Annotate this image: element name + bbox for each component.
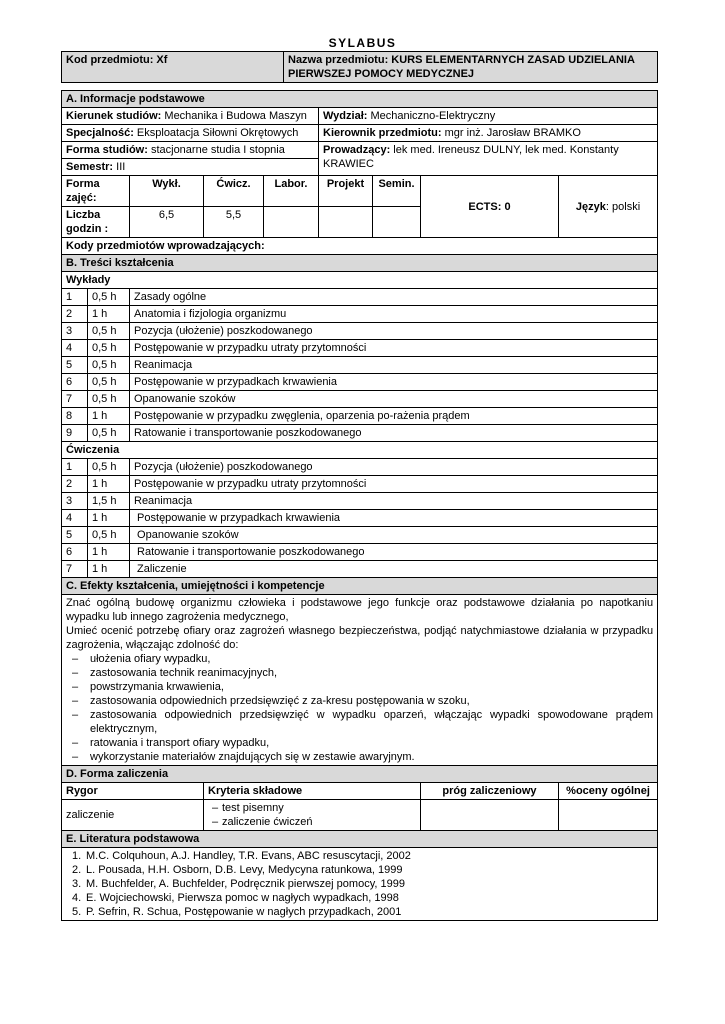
cwicz-label: Ćwicz. [204, 176, 264, 207]
literature-number: 3. [72, 878, 82, 890]
semestr-value: III [113, 161, 126, 173]
row-hours: 0,5 h [88, 391, 130, 408]
list-item: – ratowania i transport ofiary wypadku, [66, 736, 653, 750]
row-topic: Zasady ogólne [130, 289, 658, 306]
row-hours: 0,5 h [88, 357, 130, 374]
table-row [62, 544, 658, 561]
literature-text: P. Sefrin, R. Schua, Postępowanie w nagłych przypadkach, 2001 [86, 906, 402, 918]
section-e-heading: E. Literatura podstawowa [62, 831, 658, 848]
kierownik-label: Kierownik przedmiotu: [323, 127, 442, 139]
row-number: 4 [62, 340, 88, 357]
table-row [62, 340, 658, 357]
kierownik-cell [319, 125, 658, 142]
jezyk-value: : polski [605, 200, 641, 213]
table-row [62, 408, 658, 425]
table-row [62, 493, 658, 510]
forma-studiow-label: Forma studiów: [66, 144, 148, 156]
row-number: 5 [62, 357, 88, 374]
semestr-cell [62, 159, 319, 176]
list-item: – zastosowania odpowiednich przedsięwzięć w wypadku oparzeń, włączając wypadki spowodowane prądem elektrycznym, [66, 708, 653, 736]
prog-value [421, 800, 559, 831]
table-row [62, 357, 658, 374]
wykl-hours: 6,5 [130, 207, 204, 238]
kryteria-cell [204, 800, 421, 831]
row-hours: 0,5 h [88, 425, 130, 442]
specjalnosc-label: Specjalność: [66, 127, 134, 139]
table-row [62, 510, 658, 527]
semin-hours [373, 207, 421, 238]
kierunek-label: Kierunek studiów: [66, 110, 162, 122]
syllabus-table [61, 90, 658, 921]
row-hours: 1 h [88, 408, 130, 425]
literature-text: M.C. Colquhoun, A.J. Handley, T.R. Evans, ABC resuscytacji, 2002 [86, 850, 411, 862]
row-number: 1 [62, 459, 88, 476]
table-row [62, 306, 658, 323]
kryteria-item: – zaliczenie ćwiczeń [208, 815, 416, 829]
prowadzacy-value: lek med. Ireneusz DULNY, lek med. Konstanty KRAWIEC [323, 144, 619, 170]
row-number: 6 [62, 374, 88, 391]
row-topic: Pozycja (ułożenie) poszkodowanego [130, 459, 658, 476]
row-number: 3 [62, 493, 88, 510]
list-item: – zastosowania odpowiednich przedsięwzięć z za-kresu postępowania w szoku, [66, 694, 653, 708]
row-hours: 1 h [88, 561, 130, 578]
row-hours: 1 h [88, 476, 130, 493]
semin-label: Semin. [373, 176, 421, 207]
forma-studiow-cell [62, 142, 319, 159]
literature-number: 1. [72, 850, 82, 862]
specjalnosc-value: Eksploatacja Siłowni Okrętowych [133, 127, 299, 139]
projekt-label: Projekt [319, 176, 373, 207]
literature-text: M. Buchfelder, A. Buchfelder, Podręcznik pierwszej pomocy, 1999 [86, 878, 405, 890]
literature-number: 2. [72, 864, 82, 876]
row-hours: 0,5 h [88, 340, 130, 357]
jezyk-cell [559, 176, 658, 238]
kierunek-cell [62, 108, 319, 125]
row-topic: Postępowanie w przypadkach krwawienia [130, 510, 658, 527]
row-topic: Anatomia i fizjologia organizmu [130, 306, 658, 323]
section-a-heading: A. Informacje podstawowe [62, 91, 658, 108]
literature-item [66, 905, 653, 919]
literature-text: E. Wojciechowski, Pierwsza pomoc w nagłych wypadkach, 1998 [86, 892, 399, 904]
wyklady-label: Wykłady [62, 272, 658, 289]
section-c-heading: C. Efekty kształcenia, umiejętności i kompetencje [62, 578, 658, 595]
course-name: Nazwa przedmiotu: KURS ELEMENTARNYCH ZASAD UDZIELANIA PIERWSZEJ POMOCY MEDYCZNEJ [284, 52, 658, 83]
section-b-heading: B. Treści kształcenia [62, 255, 658, 272]
table-row [62, 391, 658, 408]
literature-item [66, 891, 653, 905]
kody-label: Kody przedmiotów wprowadzających: [62, 238, 658, 255]
literatura-cell [62, 848, 658, 921]
row-number: 6 [62, 544, 88, 561]
row-topic: Postępowanie w przypadku zwęglenia, oparzenia po-rażenia prądem [130, 408, 658, 425]
col-rygor: Rygor [62, 783, 204, 800]
row-number: 7 [62, 391, 88, 408]
row-number: 7 [62, 561, 88, 578]
list-item: – wykorzystanie materiałów znajdujących się w zestawie awaryjnym. [66, 750, 653, 764]
prowadzacy-cell [319, 142, 658, 176]
row-number: 2 [62, 476, 88, 493]
row-hours: 0,5 h [88, 374, 130, 391]
table-row [62, 289, 658, 306]
section-d-heading: D. Forma zaliczenia [62, 766, 658, 783]
rygor-value: zaliczenie [62, 800, 204, 831]
col-ocena: %oceny ogólnej [559, 783, 658, 800]
kierownik-value: mgr inż. Jarosław BRAMKO [441, 127, 581, 139]
row-number: 5 [62, 527, 88, 544]
prowadzacy-label: Prowadzący: [323, 144, 391, 156]
list-item: – ułożenia ofiary wypadku, [66, 652, 653, 666]
table-row [62, 425, 658, 442]
forma-zajec-label: Forma zajęć: [62, 176, 130, 207]
row-hours: 0,5 h [88, 459, 130, 476]
specjalnosc-cell [62, 125, 319, 142]
literature-item [66, 863, 653, 877]
labor-hours [264, 207, 319, 238]
list-item: – zastosowania technik reanimacyjnych, [66, 666, 653, 680]
row-hours: 0,5 h [88, 289, 130, 306]
table-row [62, 527, 658, 544]
row-number: 3 [62, 323, 88, 340]
row-topic: Postępowanie w przypadkach krwawienia [130, 374, 658, 391]
col-prog: próg zaliczeniowy [421, 783, 559, 800]
row-topic: Postępowanie w przypadku utraty przytomności [130, 476, 658, 493]
row-number: 2 [62, 306, 88, 323]
projekt-hours [319, 207, 373, 238]
jezyk-label: Język [575, 200, 606, 213]
row-topic: Ratowanie i transportowanie poszkodowanego [130, 544, 658, 561]
row-topic: Pozycja (ułożenie) poszkodowanego [130, 323, 658, 340]
ects-cell: ECTS: 0 [421, 176, 559, 238]
row-hours: 1,5 h [88, 493, 130, 510]
kryteria-item: – test pisemny [208, 801, 416, 815]
row-hours: 0,5 h [88, 323, 130, 340]
kierunek-value: Mechanika i Budowa Maszyn [161, 110, 307, 122]
row-topic: Opanowanie szoków [130, 391, 658, 408]
forma-studiow-value: stacjonarne studia I stopnia [147, 144, 285, 156]
table-row [62, 459, 658, 476]
row-number: 8 [62, 408, 88, 425]
liczba-godzin-label: Liczba godzin : [62, 207, 130, 238]
row-topic: Reanimacja [130, 493, 658, 510]
table-row [62, 561, 658, 578]
literature-item [66, 849, 653, 863]
header-table [61, 51, 658, 83]
list-item: – powstrzymania krwawienia, [66, 680, 653, 694]
cwiczenia-label: Ćwiczenia [62, 442, 658, 459]
efekty-paragraph-1: Znać ogólną budowę organizmu człowieka i podstawowe jego funkcje oraz podstawowe działania po napotkaniu wypadku lub innego zagrożenia medycznego, [66, 597, 654, 623]
row-topic: Opanowanie szoków [130, 527, 658, 544]
efekty-cell [62, 595, 658, 766]
literature-number: 4. [72, 892, 82, 904]
efekty-paragraph-2: Umieć ocenić potrzebę ofiary oraz zagrożeń własnego bezpieczeństwa, podjąć natychmiastowe działania w przypadku zagrożenia, włączając zdolność do: [66, 625, 654, 651]
semestr-label: Semestr: [66, 161, 114, 173]
literature-number: 5. [72, 906, 82, 918]
literature-item [66, 877, 653, 891]
col-kryteria: Kryteria składowe [204, 783, 421, 800]
ocena-value [559, 800, 658, 831]
row-topic: Zaliczenie [130, 561, 658, 578]
wydzial-cell [319, 108, 658, 125]
course-code: Kod przedmiotu: Xf [62, 52, 284, 83]
row-number: 9 [62, 425, 88, 442]
row-hours: 0,5 h [88, 527, 130, 544]
row-hours: 1 h [88, 544, 130, 561]
row-topic: Reanimacja [130, 357, 658, 374]
row-number: 1 [62, 289, 88, 306]
row-hours: 1 h [88, 510, 130, 527]
table-row [62, 323, 658, 340]
table-row [62, 374, 658, 391]
row-topic: Postępowanie w przypadku utraty przytomności [130, 340, 658, 357]
cwicz-hours: 5,5 [204, 207, 264, 238]
wydzial-label: Wydział: [323, 110, 368, 122]
wydzial-value: Mechaniczno-Elektryczny [367, 110, 496, 122]
row-topic: Ratowanie i transportowanie poszkodowanego [130, 425, 658, 442]
row-number: 4 [62, 510, 88, 527]
table-row [62, 476, 658, 493]
wykl-label: Wykł. [130, 176, 204, 207]
page-title: SYLABUS [328, 36, 397, 50]
literature-text: L. Pousada, H.H. Osborn, D.B. Levy, Medycyna ratunkowa, 1999 [86, 864, 403, 876]
labor-label: Labor. [264, 176, 319, 207]
row-hours: 1 h [88, 306, 130, 323]
